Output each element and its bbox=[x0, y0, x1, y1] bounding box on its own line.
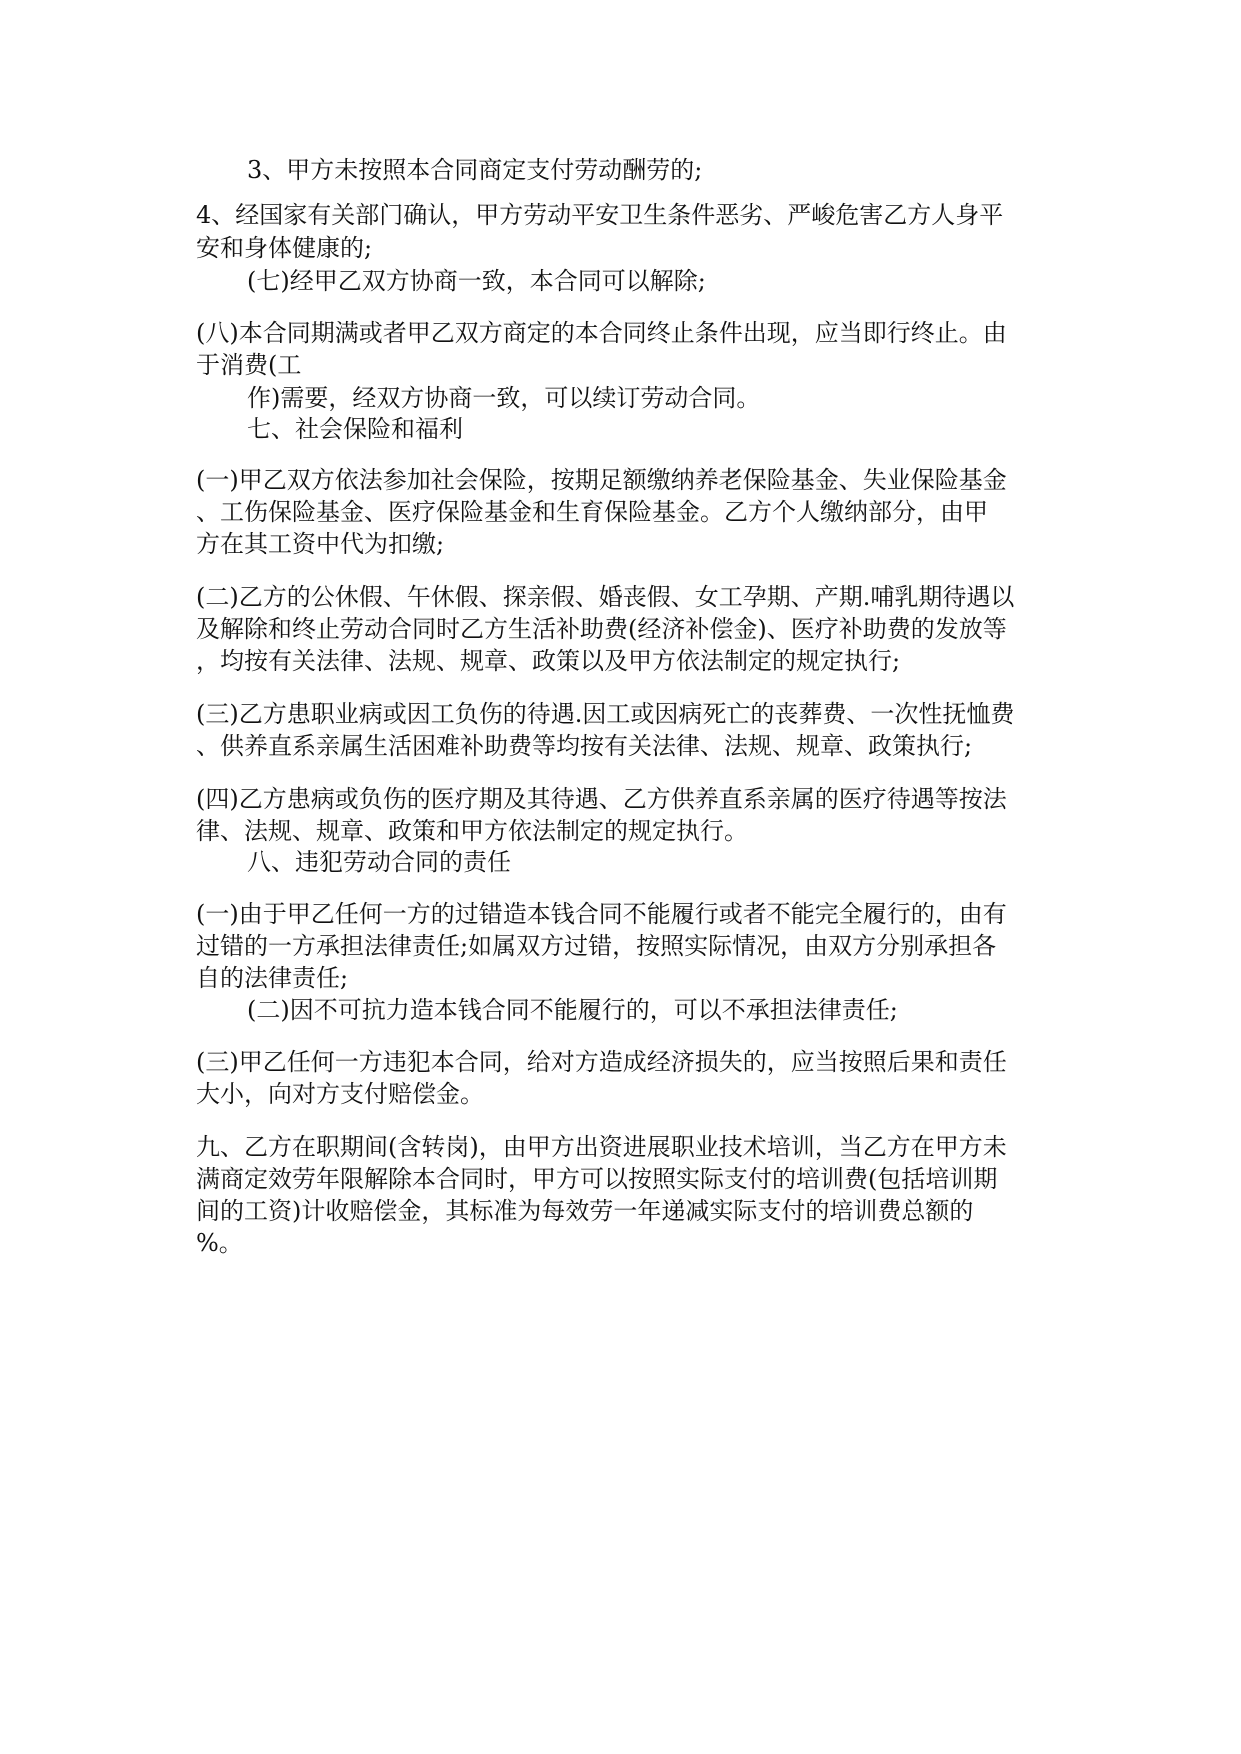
clause-text-line: 大小，向对方支付赔偿金。 bbox=[196, 1080, 484, 1108]
clause-text-line: 4、经国家有关部门确认，甲方劳动平安卫生条件恶劣、严峻危害乙方人身平 bbox=[196, 201, 1004, 229]
clause-text-line: (二)因不可抗力造本钱合同不能履行的，可以不承担法律责任; bbox=[247, 996, 898, 1024]
clause-text-line: 九、乙方在职期间(含转岗)，由甲方出资进展职业技术培训，当乙方在甲方未 bbox=[196, 1133, 1007, 1161]
clause-text-line: 于消费(工 bbox=[196, 351, 302, 379]
clause-text-line: (一)甲乙双方依法参加社会保险，按期足额缴纳养老保险基金、失业保险基金 bbox=[196, 466, 1007, 494]
clause-text-line: 过错的一方承担法律责任;如属双方过错，按照实际情况，由双方分别承担各 bbox=[196, 932, 997, 960]
clause-text-line: ，均按有关法律、法规、规章、政策以及甲方依法制定的规定执行; bbox=[196, 647, 901, 675]
clause-text-line: (四)乙方患病或负伤的医疗期及其待遇、乙方供养直系亲属的医疗待遇等按法 bbox=[196, 785, 1007, 813]
section-heading: 七、社会保险和福利 bbox=[247, 415, 463, 443]
clause-text-line: 作)需要，经双方协商一致，可以续订劳动合同。 bbox=[247, 384, 761, 412]
clause-text-line: 、工伤保险基金、医疗保险基金和生育保险基金。乙方个人缴纳部分，由甲 bbox=[196, 498, 988, 526]
clause-text-line: 3、甲方未按照本合同商定支付劳动酬劳的; bbox=[247, 156, 703, 184]
clause-text-line: 律、法规、规章、政策和甲方依法制定的规定执行。 bbox=[196, 817, 748, 845]
clause-text-line: (八)本合同期满或者甲乙双方商定的本合同终止条件出现，应当即行终止。由 bbox=[196, 319, 1007, 347]
clause-text-line: (三)乙方患职业病或因工负伤的待遇.因工或因病死亡的丧葬费、一次性抚恤费 bbox=[196, 700, 1015, 728]
section-heading: 八、违犯劳动合同的责任 bbox=[247, 848, 511, 876]
clause-text-line: 自的法律责任; bbox=[196, 964, 349, 992]
clause-text-line: %。 bbox=[196, 1229, 243, 1257]
clause-text-line: 间的工资)计收赔偿金，其标准为每效劳一年递减实际支付的培训费总额的 bbox=[196, 1197, 974, 1225]
clause-text-line: (一)由于甲乙任何一方的过错造本钱合同不能履行或者不能完全履行的，由有 bbox=[196, 900, 1007, 928]
clause-text-line: 及解除和终止劳动合同时乙方生活补助费(经济补偿金)、医疗补助费的发放等 bbox=[196, 615, 1007, 643]
clause-text-line: (二)乙方的公休假、午休假、探亲假、婚丧假、女工孕期、产期.哺乳期待遇以 bbox=[196, 583, 1015, 611]
clause-text-line: (三)甲乙任何一方违犯本合同，给对方造成经济损失的，应当按照后果和责任 bbox=[196, 1048, 1007, 1076]
clause-text-line: 满商定效劳年限解除本合同时，甲方可以按照实际支付的培训费(包括培训期 bbox=[196, 1165, 998, 1193]
clause-text-line: 方在其工资中代为扣缴; bbox=[196, 530, 445, 558]
clause-text-line: (七)经甲乙双方协商一致，本合同可以解除; bbox=[247, 267, 706, 295]
clause-text-line: 安和身体健康的; bbox=[196, 234, 373, 262]
clause-text-line: 、供养直系亲属生活困难补助费等均按有关法律、法规、规章、政策执行; bbox=[196, 732, 973, 760]
